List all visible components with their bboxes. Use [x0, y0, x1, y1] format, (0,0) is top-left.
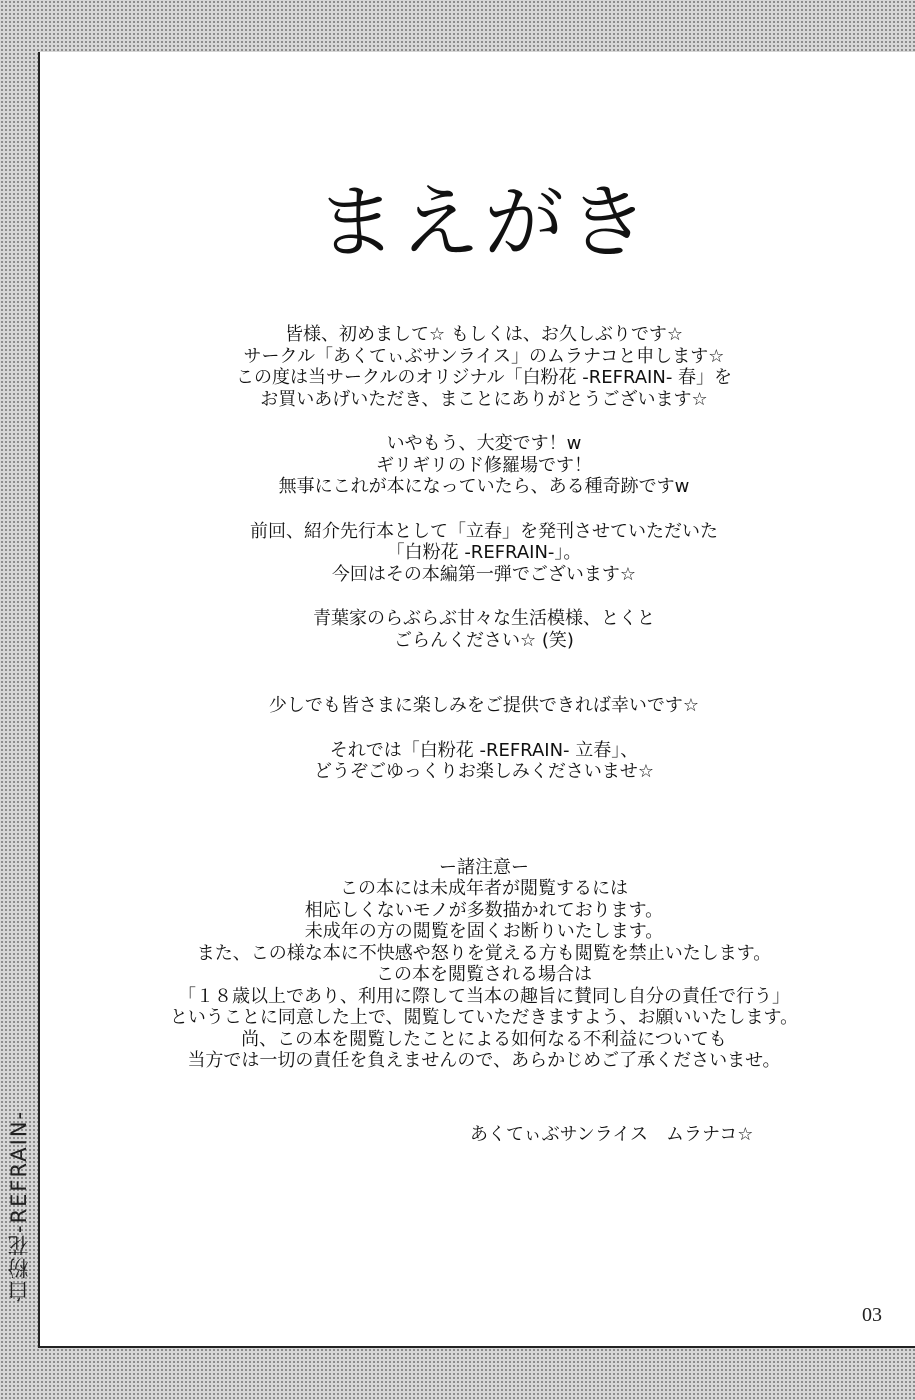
text-line: サークル「あくてぃぶサンライス」のムラナコと申します☆ — [243, 345, 725, 367]
text-line: 今回はその本編第一弾でございます☆ — [331, 563, 637, 585]
text-line: ギリギリのド修羅場です！ — [376, 454, 592, 476]
author-signature: あくてぃぶサンライス ムラナコ☆ — [470, 1124, 754, 1145]
text-line: 当方では一切の責任を負えませんので、あらかじめご了承くださいませ。 — [187, 1050, 781, 1071]
text-line: いやもう、大変です！w — [386, 433, 582, 454]
screentone-bottom — [0, 1348, 915, 1400]
text-line: 前回、紹介先行本として「立春」を発刊させていただいた — [250, 520, 718, 542]
text-line: 「１８歳以上であり、利用に際して当本の趣旨に賛同し自分の責任で行う」 — [178, 985, 790, 1007]
paragraph-story — [0, 608, 915, 651]
text-line: お買いあげいただき、まことにありがとうございます☆ — [260, 388, 708, 410]
text-line: この本を閲覧される場合は — [376, 964, 592, 985]
text-line: ということに同意した上で、閲覧していただきますよう、お願いいたします。 — [169, 1007, 799, 1028]
text-line: 無事にこれが本になっていたら、ある種奇跡ですw — [278, 476, 690, 497]
screentone-top — [0, 0, 915, 52]
text-line: それでは「白粉花 -REFRAIN- 立春」、 — [329, 739, 639, 761]
notice-heading: ー諸注意ー — [439, 856, 529, 878]
paragraph-previous-release — [0, 521, 915, 586]
text-line: 未成年の方の閲覧を固くお断りいたします。 — [304, 921, 664, 942]
paragraph-deadline — [0, 433, 915, 498]
text-line: 少しでも皆さまに楽しみをご提供できれば幸いです☆ — [268, 695, 700, 716]
text-line: どうぞごゆっくりお楽しみくださいませ☆ — [314, 761, 654, 782]
text-line: 相応しくないモノが多数描かれております。 — [304, 899, 664, 921]
page-number: 03 — [862, 1304, 882, 1326]
text-line: 「白粉花 -REFRAIN-」。 — [386, 542, 582, 563]
paragraph-wish — [0, 695, 915, 717]
text-line: ごらんください☆ (笑) — [394, 629, 574, 651]
text-line: この本には未成年者が閲覧するには — [340, 878, 628, 899]
spine-title: 白粉花-REFRAIN- — [7, 1109, 31, 1302]
paragraph-greeting — [0, 324, 915, 410]
text-line: この度は当サークルのオリジナル「白粉花 -REFRAIN- 春」を — [235, 367, 733, 388]
preface-body — [0, 324, 915, 1095]
paragraph-notice — [0, 857, 915, 1072]
paragraph-closing — [0, 740, 915, 783]
text-line: 青葉家のらぶらぶ甘々な生活模様、とくと — [313, 608, 655, 629]
page-title: まえがき — [316, 176, 652, 269]
text-line: 皆様、初めまして☆ もしくは、お久しぶりです☆ — [285, 324, 683, 345]
text-line: また、この様な本に不快感や怒りを覚える方も閲覧を禁止いたします。 — [196, 942, 772, 964]
text-line: 尚、この本を閲覧したことによる如何なる不利益についても — [241, 1028, 727, 1050]
